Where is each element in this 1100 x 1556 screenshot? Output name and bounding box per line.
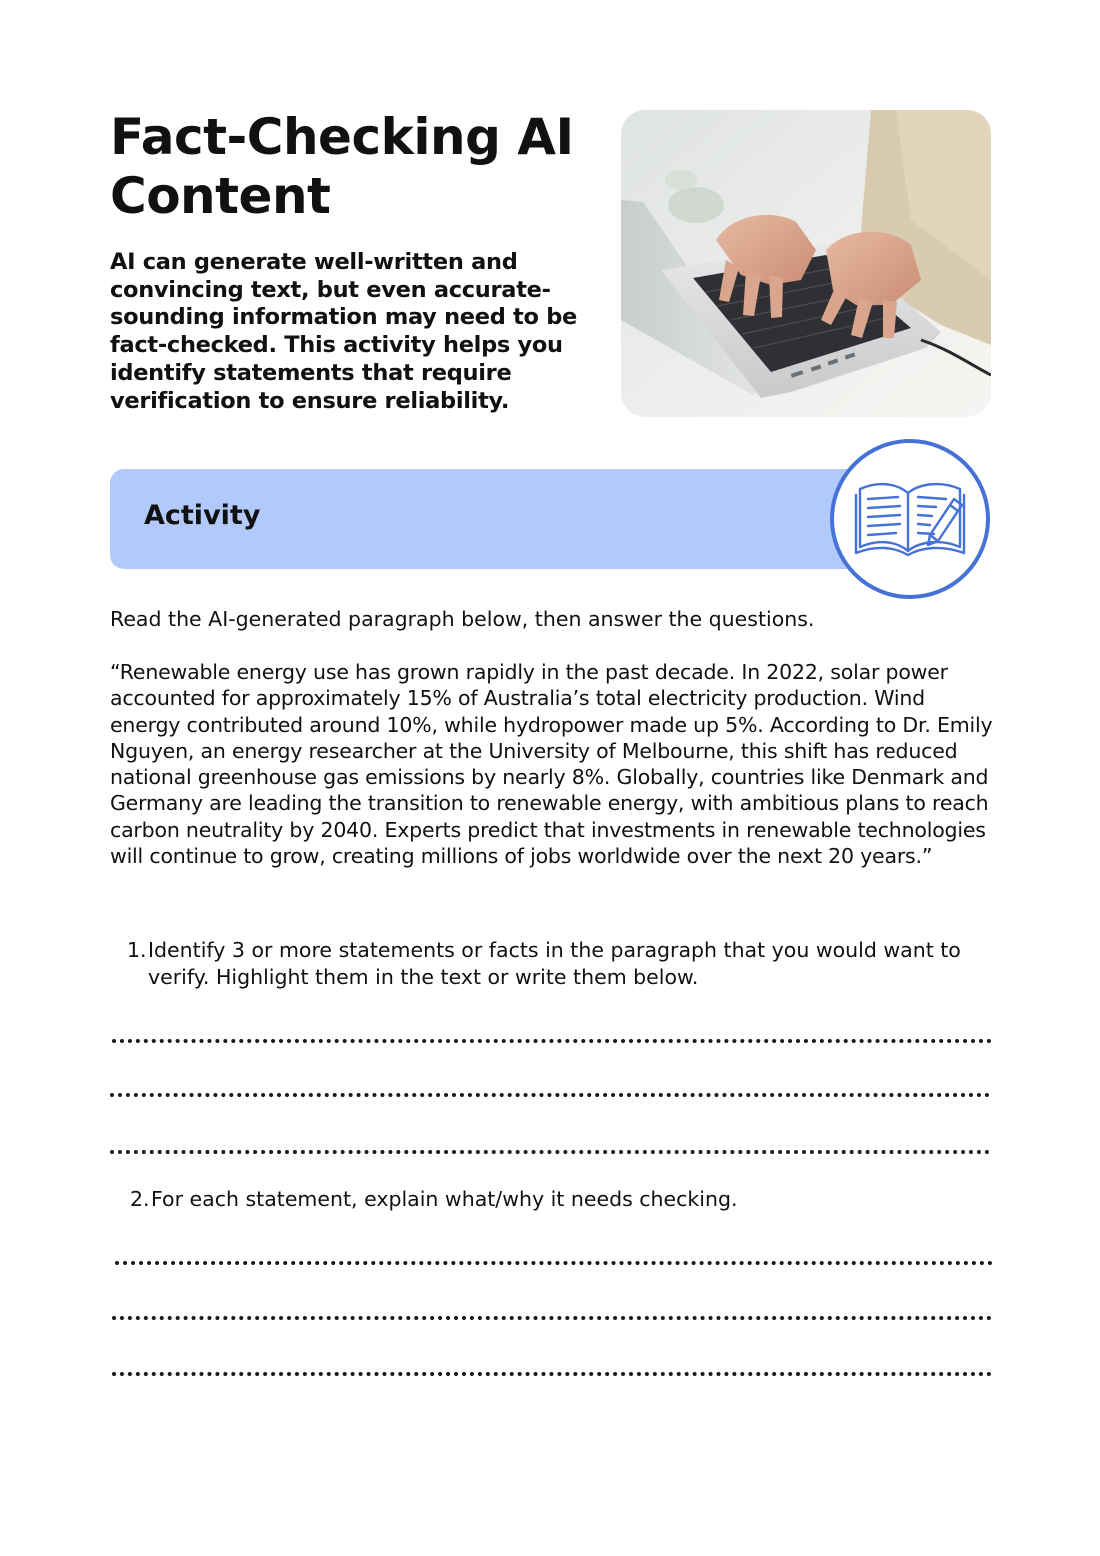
question-2: [130, 1186, 990, 1213]
activity-banner: [110, 469, 880, 569]
activity-title: Activity: [144, 500, 261, 531]
question-text: For each statement, explain what/why it needs checking.: [151, 1187, 738, 1211]
question-number: 1.: [127, 938, 147, 962]
activity-instruction: Read the AI-generated paragraph below, then answer the questions.: [110, 607, 815, 631]
answer-line[interactable]: [112, 1372, 992, 1376]
question-1: [127, 937, 987, 991]
intro-text: AI can generate well-written and convincing text, but even accurate-sounding information may need to be fact-checked. This activity helps you identify statements that require verification to ensure reliability.: [110, 249, 577, 414]
question-text: Identify 3 or more statements or facts in the paragraph that you would want to verify. Highlight them in the text or write them below.: [148, 938, 961, 989]
open-book-pencil-icon: [830, 439, 990, 599]
laptop-typing-photo: [621, 110, 991, 417]
answer-line[interactable]: [110, 1150, 990, 1154]
ai-generated-paragraph: “Renewable energy use has grown rapidly in the past decade. In 2022, solar power accounted for approximately 15% of Australia’s total electricity production. Wind energy contributed around 10%, while hydropower made up 5%. According to Dr. Emily Nguyen, an energy researcher at the University of Melbourne, this shift has reduced national greenhouse gas emissions by nearly 8%. Globally, countries like Denmark and Germany are leading the transition to renewable energy, with ambitious plans to reach carbon neutrality by 2040. Experts predict that investments in renewable technologies will continue to grow, creating millions of jobs worldwide over the next 20 years.”: [110, 660, 993, 869]
page-title: Fact-Checking AI Content: [110, 108, 574, 225]
answer-line[interactable]: [112, 1039, 992, 1043]
question-number: 2.: [130, 1187, 150, 1211]
answer-line[interactable]: [110, 1093, 990, 1097]
answer-line[interactable]: [115, 1261, 993, 1265]
answer-line[interactable]: [112, 1316, 992, 1320]
